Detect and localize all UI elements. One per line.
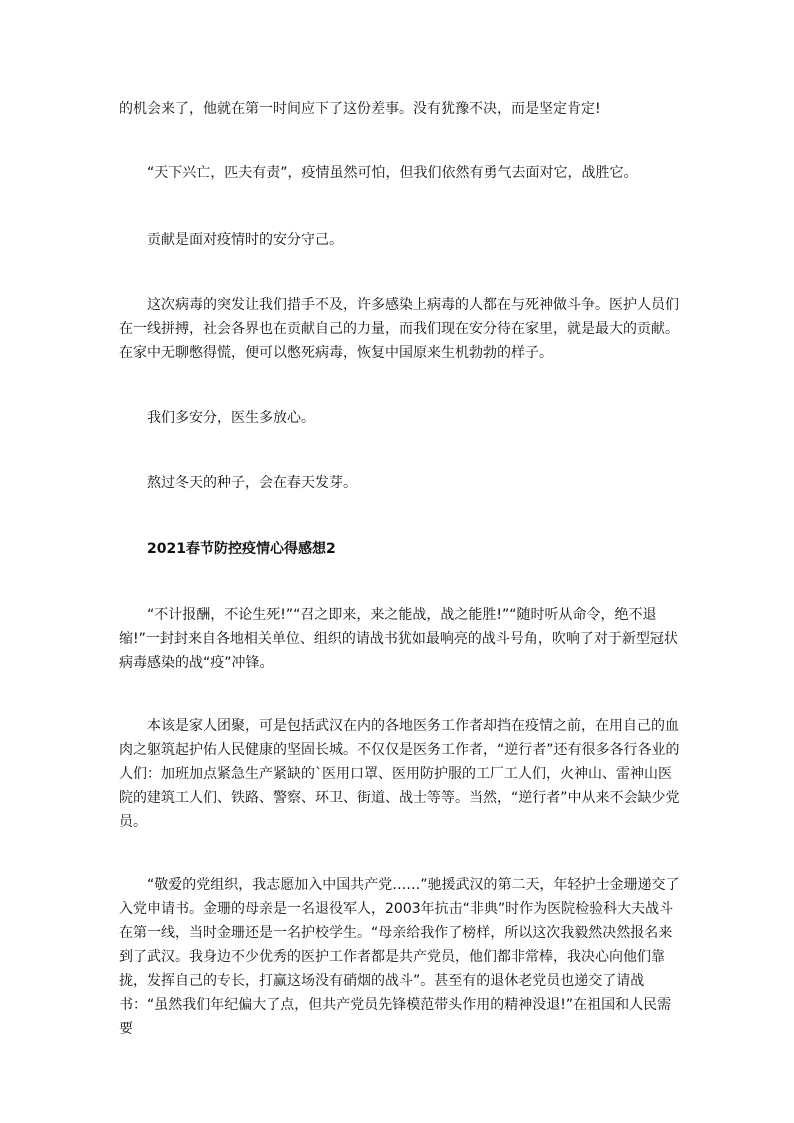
paragraph-3: 贡献是面对疫情时的安分守己。 [147,232,343,248]
paragraph-1: 的机会来了，他就在第一时间应下了这份差事。没有犹豫不决，而是坚定肯定! [119,101,601,117]
paragraph-8: 本该是家人团聚，可是包括武汉在内的各地医务工作者却挡在疫情之前，在用自己的血肉之躯筑起护佑人民健康的坚固长城。不仅仅是医务工作者，“逆行者”还有很多各行各业的人们：加班加点紧急生产紧缺的`医用口罩、医用防护服的工厂工人们，火神山、雷神山医院的建筑工人们、铁路、警察、环卫、街道、战士等等。当然，“逆行者”中从来不会缺少党员。 [119,718,680,830]
paragraph-7: “不计报酬，不论生死!”“召之即来，来之能战，战之能胜!”“随时听从命令，绝不退缩!”一封封来自各地相关单位、组织的请战书犹如最响亮的战斗号角，吹响了对于新型冠状病毒感染的战“疫”冲锋。 [119,607,678,671]
section-heading: 2021春节防控疫情心得感想2 [147,541,336,557]
paragraph-4: 这次病毒的突发让我们措手不及，许多感染上病毒的人都在与死神做斗争。医护人员们在一线拼搏，社会各界也在贡献自己的力量，而我们现在安分待在家里，就是最大的贡献。在家中无聊憋得慌，便可以憋死病毒，恢复中国原来生机勃勃的样子。 [119,297,679,361]
paragraph-2: “天下兴亡，匹夫有责”，疫情虽然可怕，但我们依然有勇气去面对它，战胜它。 [147,165,638,181]
paragraph-5: 我们多安分，医生多放心。 [147,410,315,426]
paragraph-9: “敬爱的党组织，我志愿加入中国共产党……”驰援武汉的第二天，年轻护士金珊递交了入党申请书。金珊的母亲是一名退役军人，2003年抗击“非典”时作为医院检验科大夫战斗在第一线，当时金珊还是一名护校学生。“母亲给我作了榜样，所以这次我毅然决然报名来到了武汉。我身边不少优秀的医护工作者都是共产党员，他们都非常棒，我决心向他们靠拢，发挥自己的专长，打赢这场没有硝烟的战斗”。甚至有的退休老党员也递交了请战书：“虽然我们年纪偏大了点，但共产党员先锋模范带头作用的精神没退!”在祖国和人民需要 [119,877,680,1037]
paragraph-6: 熬过冬天的种子，会在春天发芽。 [147,475,357,491]
